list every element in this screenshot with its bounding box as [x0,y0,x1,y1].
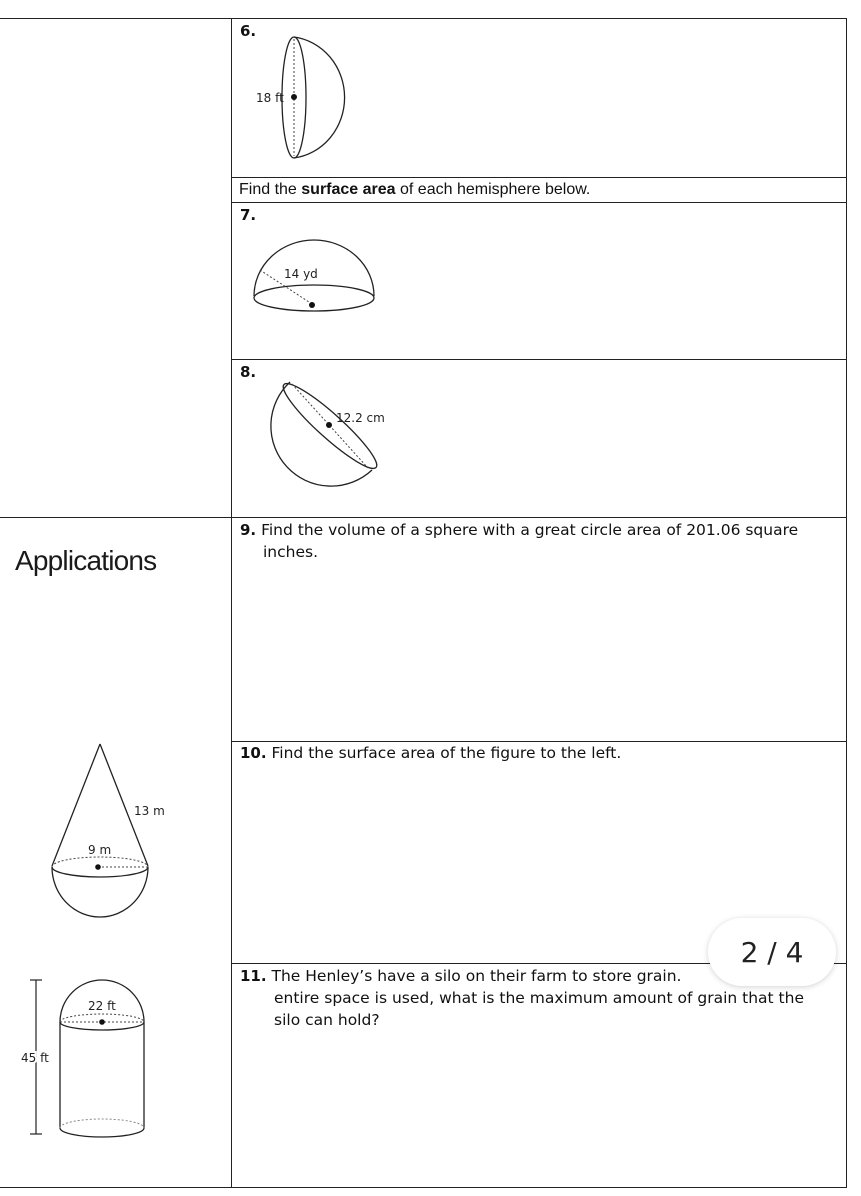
problem-11-number: 11. [240,967,267,985]
problem-8-number: 8. [240,363,257,381]
instruction-bold: surface area [301,181,396,198]
hemisphere-figure-6 [250,35,370,165]
label-14yd: 14 yd [284,267,318,281]
problem-9-line2: inches. [263,543,319,561]
hemisphere-figure-7 [252,238,382,328]
page-indicator: 2 / 4 [708,918,836,986]
table-top-border [0,18,846,19]
problem-9 [240,519,798,541]
problem-10-number: 10. [240,744,267,762]
problem-9-number: 9. [240,521,257,539]
problem-11 [240,965,681,987]
problem-11-line2: entire space is used, what is the maximum amount of grain that the [274,989,804,1007]
hemisphere-figure-8 [262,376,402,496]
row-divider-instruction-top [231,177,846,178]
silo-figure [14,978,174,1158]
instruction-text [239,179,590,201]
problem-9-line1: Find the volume of a sphere with a great circle area of 201.06 square [261,521,799,539]
row-divider-instruction-bottom [231,202,846,203]
problem-6-number: 6. [240,22,257,40]
column-divider [231,18,232,1188]
problem-10-text: Find the surface area of the figure to the left. [271,744,622,762]
row-divider-section [0,517,846,518]
table-bottom-border [0,1187,846,1188]
instruction-suffix: of each hemisphere below. [395,181,591,198]
label-12-2cm: 12.2 cm [336,411,385,425]
label-9m: 9 m [88,843,112,857]
label-22ft: 22 ft [88,999,116,1013]
problem-10 [240,742,621,764]
table-right-border [846,18,847,1188]
problem-11-line3: silo can hold? [274,1011,380,1029]
instruction-prefix: Find the [239,181,302,198]
label-13m: 13 m [134,804,165,818]
label-18ft: 18 ft [256,91,284,105]
row-divider-7-8 [231,359,846,360]
label-45ft: 45 ft [21,1051,49,1065]
problem-7-number: 7. [240,206,257,224]
section-heading-applications: Applications [15,545,157,576]
problem-11-line1: The Henley’s have a silo on their farm to store grain. [271,967,682,985]
cone-hemisphere-figure [46,742,166,922]
